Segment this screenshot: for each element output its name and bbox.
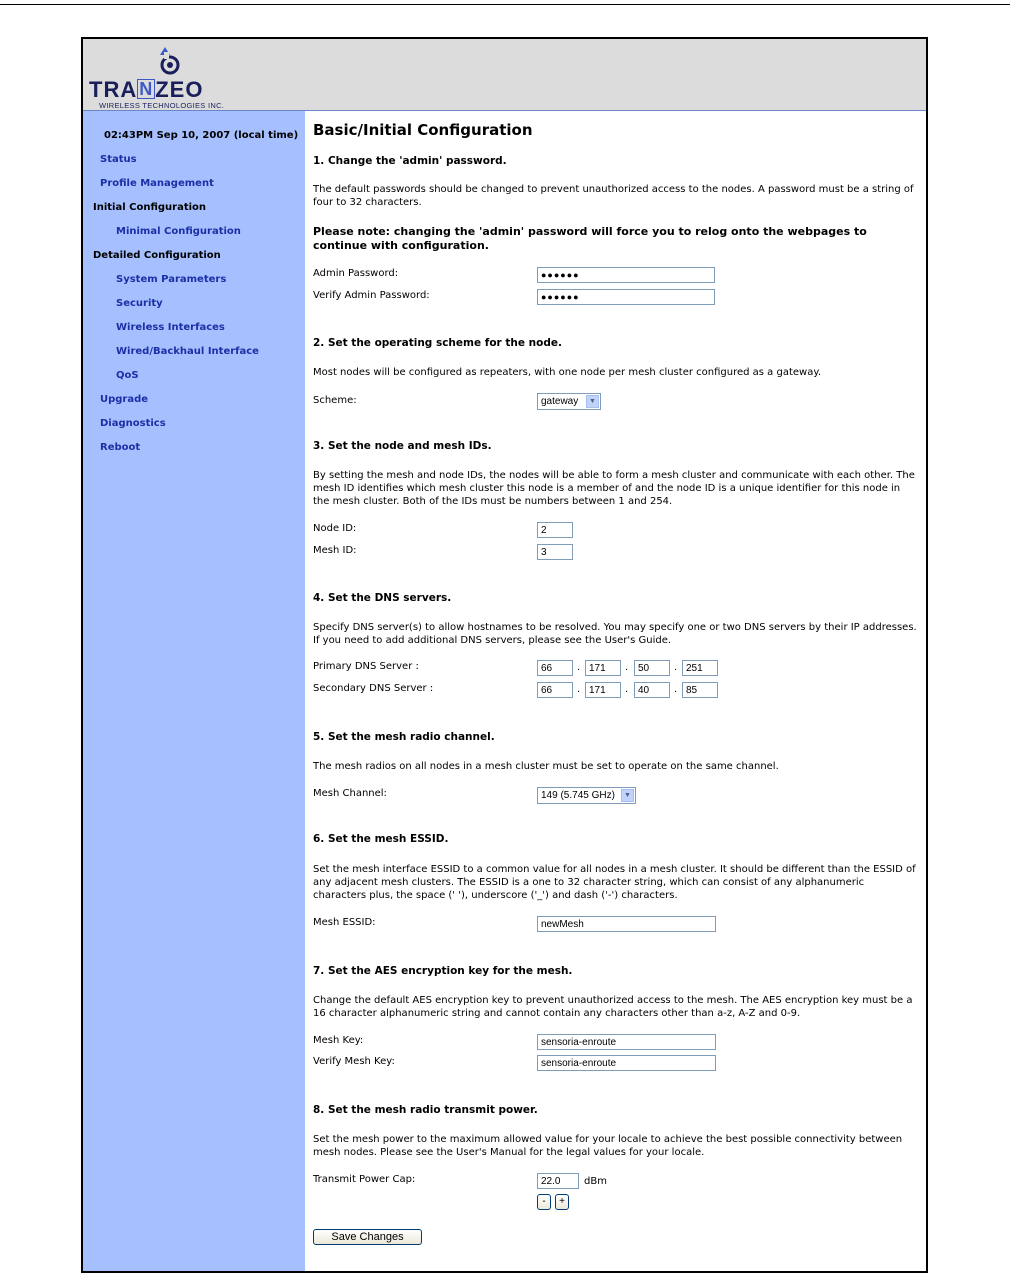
node-id-label: Node ID: (313, 523, 357, 534)
mesh-essid-label: Mesh ESSID: (313, 917, 376, 928)
dns-dot: . (674, 684, 678, 695)
dns-dot: . (674, 662, 678, 673)
section-6-description: Set the mesh interface ESSID to a common value for all nodes in a mesh cluster. It should be different than the ESSID of any adjacent mesh clusters. The ESSID is a one to 32 character string, which can consist of any alphanumeric characters plus, the space (' '), underscore ('_') and dash ('-') characters. (313, 864, 916, 901)
section-7-description: Change the default AES encryption key to prevent unauthorized access to the mesh. The AES encryption key must be a 16 character alphanumeric string and cannot contain any characters other than a-z, A-Z and 0-9. (313, 995, 913, 1019)
sidebar-item-upgrade[interactable]: Upgrade (100, 394, 149, 405)
sidebar-item-security[interactable]: Security (116, 298, 163, 309)
sidebar-item-status[interactable]: Status (100, 154, 137, 165)
increase-power-button[interactable]: + (555, 1194, 569, 1210)
mesh-essid-input[interactable]: newMesh (537, 916, 716, 932)
secondary-dns-octet-3[interactable]: 40 (634, 682, 670, 698)
logo-subtitle: WIRELESS TECHNOLOGIES INC. (99, 101, 225, 110)
page-title: Basic/Initial Configuration (313, 121, 533, 139)
sidebar-item-qos[interactable]: QoS (116, 370, 139, 381)
section-8-heading: 8. Set the mesh radio transmit power. (313, 1104, 538, 1116)
mesh-id-label: Mesh ID: (313, 545, 357, 556)
secondary-dns-label: Secondary DNS Server : (313, 683, 434, 694)
sidebar-item-diagnostics[interactable]: Diagnostics (100, 418, 166, 429)
verify-mesh-key-input[interactable]: sensoria-enroute (537, 1055, 716, 1071)
section-1-description: The default passwords should be changed to prevent unauthorized access to the nodes. A password must be a string of four to 32 characters. (313, 184, 914, 208)
verify-admin-password-input[interactable]: ●●●●●● (537, 289, 715, 305)
antenna-swirl-icon (157, 47, 183, 77)
admin-password-label: Admin Password: (313, 268, 399, 279)
section-5-description: The mesh radios on all nodes in a mesh cluster must be set to operate on the same channel. (313, 761, 779, 772)
transmit-power-label: Transmit Power Cap: (313, 1174, 416, 1185)
primary-dns-octet-1[interactable]: 66 (537, 660, 573, 676)
sidebar-heading-detailed-configuration: Detailed Configuration (93, 250, 221, 261)
verify-admin-password-label: Verify Admin Password: (313, 290, 430, 301)
section-2-heading: 2. Set the operating scheme for the node. (313, 337, 562, 349)
section-1-heading: 1. Change the 'admin' password. (313, 155, 507, 167)
scheme-select[interactable] (537, 393, 601, 410)
primary-dns-octet-2[interactable]: 171 (585, 660, 621, 676)
dns-dot: . (577, 684, 581, 695)
scheme-label: Scheme: (313, 395, 357, 406)
transmit-power-input[interactable]: 22.0 (537, 1173, 579, 1189)
mesh-channel-value: 149 (5.745 GHz) (541, 790, 615, 801)
section-4-heading: 4. Set the DNS servers. (313, 592, 452, 604)
decrease-power-button[interactable]: - (537, 1194, 551, 1210)
dns-dot: . (577, 662, 581, 673)
secondary-dns-octet-2[interactable]: 171 (585, 682, 621, 698)
sidebar-item-wireless-interfaces[interactable]: Wireless Interfaces (116, 322, 225, 333)
power-unit: dBm (584, 1176, 607, 1187)
dns-dot: . (625, 662, 629, 673)
logo-wordmark: TRA NZEO (89, 77, 204, 102)
local-time: 02:43PM Sep 10, 2007 (local time) (104, 130, 299, 141)
primary-dns-octet-4[interactable]: 251 (682, 660, 718, 676)
secondary-dns-octet-1[interactable]: 66 (537, 682, 573, 698)
section-7-heading: 7. Set the AES encryption key for the mesh. (313, 965, 573, 977)
chevron-down-icon[interactable]: ▼ (586, 395, 599, 408)
primary-dns-label: Primary DNS Server : (313, 661, 419, 672)
scheme-value: gateway (541, 396, 579, 407)
verify-mesh-key-label: Verify Mesh Key: (313, 1056, 395, 1067)
section-3-heading: 3. Set the node and mesh IDs. (313, 440, 492, 452)
section-6-heading: 6. Set the mesh ESSID. (313, 833, 449, 845)
mesh-channel-label: Mesh Channel: (313, 788, 387, 799)
sidebar-item-wired-backhaul-interface[interactable]: Wired/Backhaul Interface (116, 346, 259, 357)
section-8-description: Set the mesh power to the maximum allowed value for your locale to achieve the best possible connectivity between mesh nodes. Please see the User's Manual for the legal values for your locale. (313, 1134, 903, 1158)
secondary-dns-octet-4[interactable]: 85 (682, 682, 718, 698)
mesh-key-label: Mesh Key: (313, 1035, 364, 1046)
chevron-down-icon[interactable]: ▼ (621, 789, 634, 802)
header-banner (83, 39, 926, 111)
mesh-id-input[interactable]: 3 (537, 544, 573, 560)
sidebar-item-reboot[interactable]: Reboot (100, 442, 141, 453)
primary-dns-octet-3[interactable]: 50 (634, 660, 670, 676)
page-top-rule (0, 4, 1010, 5)
section-5-heading: 5. Set the mesh radio channel. (313, 731, 495, 743)
section-2-description: Most nodes will be configured as repeaters, with one node per mesh cluster configured as a gateway. (313, 367, 821, 378)
sidebar-heading-initial-configuration: Initial Configuration (93, 202, 207, 213)
sidebar-item-system-parameters[interactable]: System Parameters (116, 274, 227, 285)
section-4-description: Specify DNS server(s) to allow hostnames to be resolved. You may specify one or two DNS servers by their IP addresses. If you need to add additional DNS servers, please see the User's Guide. (313, 622, 917, 646)
password-note: Please note: changing the 'admin' password will force you to relog onto the webpages to continue with configuration. (313, 225, 867, 252)
section-3-description: By setting the mesh and node IDs, the nodes will be able to form a mesh cluster and communicate with each other. The mesh ID identifies which mesh cluster this node is a member of and the node ID is a unique identifier for this node in the mesh cluster. Both of the IDs must be numbers between 1 and 254. (313, 470, 915, 507)
save-changes-button[interactable]: Save Changes (313, 1229, 422, 1245)
sidebar-nav (83, 111, 305, 1271)
node-id-input[interactable]: 2 (537, 522, 573, 538)
sidebar-item-profile-management[interactable]: Profile Management (100, 178, 214, 189)
mesh-key-input[interactable]: sensoria-enroute (537, 1034, 716, 1050)
dns-dot: . (625, 684, 629, 695)
browser-page-frame (81, 37, 928, 1273)
mesh-channel-select[interactable] (537, 787, 636, 804)
admin-password-input[interactable]: ●●●●●● (537, 267, 715, 283)
sidebar-item-minimal-configuration[interactable]: Minimal Configuration (116, 226, 241, 237)
tranzeo-logo (89, 45, 269, 110)
